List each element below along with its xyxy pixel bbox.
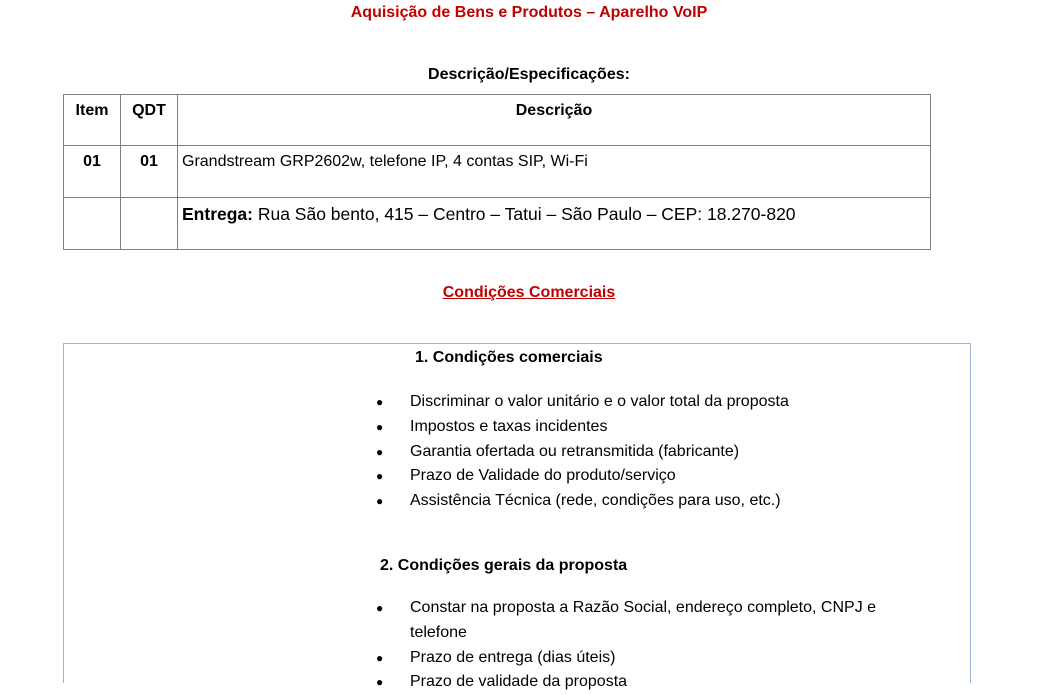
header-descricao: Descrição [178,95,931,146]
list-item-text: Garantia ofertada ou retransmitida (fabricante) [410,442,740,460]
section1-list [373,390,933,514]
entrega-address: Rua São bento, 415 – Centro – Tatui – São Paulo – CEP: 18.270-820 [252,204,796,224]
bullet-icon: ● [376,469,384,484]
bullet-icon: ● [376,395,384,409]
cell-empty [64,198,121,250]
bullet-icon: ● [376,650,384,665]
list-item [373,646,933,671]
entrega-label: Entrega: [182,204,253,224]
list-item-text: Discriminar o valor unitário e o valor total da proposta [410,393,789,410]
commercial-conditions-heading: Condições Comerciais [442,284,616,301]
list-item [373,415,933,440]
list-item [373,440,933,465]
cell-item: 01 [64,146,121,198]
section2-title: 2. Condições gerais da proposta [380,557,628,574]
list-item-text: Prazo de validade da proposta [410,673,628,691]
list-item-text: Impostos e taxas incidentes [410,417,608,435]
list-item-text: Prazo de Validade do produto/serviço [410,467,676,485]
list-item [373,390,933,415]
table-header-row [64,95,931,146]
list-item [373,464,933,489]
cell-entrega [178,198,931,250]
list-item [373,596,933,646]
list-item-text: Prazo de entrega (dias úteis) [410,648,616,666]
document-title: Aquisição de Bens e Produtos – Aparelho VoIP [350,4,708,21]
header-qdt: QDT [121,95,178,146]
list-item-text: Assistência Técnica (rede, condições para uso, etc.) [410,492,781,510]
bullet-icon: ● [376,494,384,509]
cell-empty [121,198,178,250]
bullet-icon: ● [376,675,384,690]
bullet-icon: ● [376,444,384,459]
table-row [64,198,931,250]
specifications-heading: Descrição/Especificações: [428,66,630,83]
bullet-icon: ● [376,419,384,434]
items-table [63,94,931,250]
section2-list [373,596,933,695]
list-item [373,670,933,695]
bullet-icon: ● [376,601,384,615]
list-item [373,489,933,514]
cell-descricao: Grandstream GRP2602w, telefone IP, 4 contas SIP, Wi-Fi [178,146,931,198]
list-item-text: Constar na proposta a Razão Social, endereço completo, CNPJ e telefone [410,599,877,641]
header-item: Item [64,95,121,146]
table-row [64,146,931,198]
cell-qdt: 01 [121,146,178,198]
section1-title: 1. Condições comerciais [415,349,603,366]
